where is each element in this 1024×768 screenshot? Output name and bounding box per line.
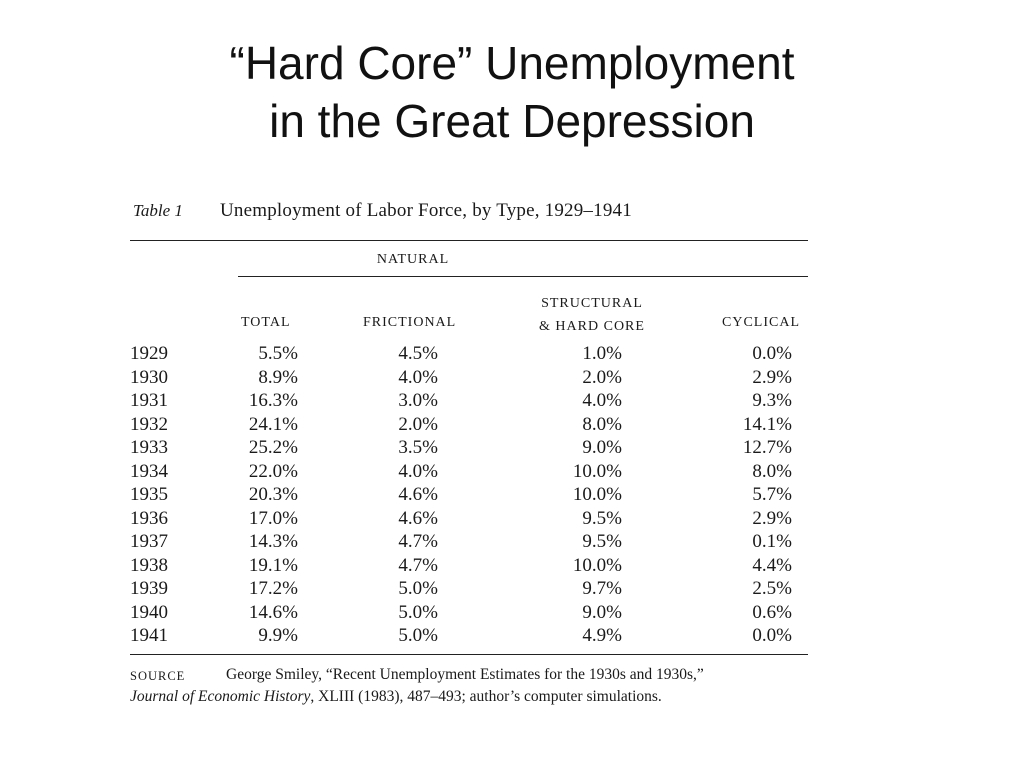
structural-hard-core-cell: 8.0% [582, 413, 622, 435]
cyclical-cell: 12.7% [742, 437, 792, 458]
source-citation-rest: , XLIII (1983), 487–493; author’s computer simulations. [310, 688, 662, 705]
slide-title-line-2: in the Great Depression [269, 95, 755, 147]
total-cell: 17.0% [248, 507, 298, 529]
table-caption [130, 196, 810, 230]
year-cell: 1937 [130, 531, 168, 552]
table-row [130, 577, 808, 601]
year-cell: 1938 [130, 554, 168, 576]
table-row [130, 507, 808, 531]
table-row [130, 530, 808, 554]
column-header-frictional: FRICTIONAL [363, 315, 457, 330]
total-cell: 17.2% [248, 578, 298, 599]
table-row [130, 342, 808, 366]
structural-hard-core-cell: 9.5% [582, 531, 622, 552]
structural-hard-core-cell: 9.7% [582, 578, 622, 599]
frictional-cell: 4.7% [398, 531, 438, 552]
slide-title-line-1: “Hard Core” Unemployment [229, 37, 795, 89]
frictional-cell: 4.6% [398, 484, 438, 505]
table-row [130, 601, 808, 625]
year-cell: 1933 [130, 437, 168, 458]
frictional-cell: 4.5% [398, 343, 438, 364]
frictional-cell: 5.0% [398, 625, 438, 646]
table-row [130, 413, 808, 437]
total-cell: 9.9% [258, 625, 298, 646]
table-row [130, 460, 808, 484]
table-row [130, 554, 808, 578]
structural-hard-core-cell: 10.0% [572, 554, 622, 576]
unemployment-table-figure [130, 196, 810, 705]
bottom-rule [130, 654, 808, 655]
natural-group-header: NATURAL [376, 252, 450, 267]
slide-title [0, 34, 1024, 150]
frictional-cell: 4.0% [398, 366, 438, 388]
source-citation-line-2 [130, 686, 662, 708]
year-cell: 1935 [130, 484, 168, 505]
total-cell: 14.3% [248, 531, 298, 552]
year-cell: 1940 [130, 601, 168, 623]
frictional-cell: 5.0% [398, 578, 438, 599]
source-citation-line-1: George Smiley, “Recent Unemployment Estimates for the 1930s and 1930s,” [226, 666, 704, 683]
structural-hard-core-cell: 1.0% [582, 343, 622, 364]
cyclical-cell: 0.0% [752, 625, 792, 646]
frictional-cell: 5.0% [398, 601, 438, 623]
top-rule [130, 240, 808, 241]
total-cell: 19.1% [248, 554, 298, 576]
frictional-cell: 4.0% [398, 460, 438, 482]
frictional-cell: 2.0% [398, 413, 438, 435]
structural-hard-core-cell: 4.9% [582, 625, 622, 646]
source-label: SOURCE [130, 669, 186, 683]
total-cell: 16.3% [248, 390, 298, 411]
cyclical-cell: 5.7% [752, 484, 792, 505]
table-body [130, 342, 808, 648]
total-cell: 5.5% [258, 343, 298, 364]
total-cell: 22.0% [248, 460, 298, 482]
cyclical-cell: 2.5% [752, 578, 792, 599]
frictional-cell: 3.0% [398, 390, 438, 411]
cyclical-cell: 8.0% [752, 460, 792, 482]
cyclical-cell: 0.6% [752, 601, 792, 623]
year-cell: 1930 [130, 366, 168, 388]
total-cell: 14.6% [248, 601, 298, 623]
total-cell: 8.9% [258, 366, 298, 388]
cyclical-cell: 2.9% [752, 366, 792, 388]
total-cell: 24.1% [248, 413, 298, 435]
structural-hard-core-cell: 9.0% [582, 437, 622, 458]
natural-group-rule [238, 276, 808, 277]
structural-hard-core-cell: 4.0% [582, 390, 622, 411]
year-cell: 1936 [130, 507, 168, 529]
column-header-structural-line-2: & HARD CORE [539, 319, 645, 334]
table-row [130, 483, 808, 507]
year-cell: 1939 [130, 578, 168, 599]
year-cell: 1932 [130, 413, 168, 435]
structural-hard-core-cell: 10.0% [572, 484, 622, 505]
table-caption-label: Table 1 [133, 201, 183, 220]
year-cell: 1931 [130, 390, 168, 411]
cyclical-cell: 9.3% [752, 390, 792, 411]
year-cell: 1934 [130, 460, 168, 482]
structural-hard-core-cell: 9.0% [582, 601, 622, 623]
total-cell: 25.2% [248, 437, 298, 458]
structural-hard-core-cell: 2.0% [582, 366, 622, 388]
source-journal-title: Journal of Economic History [130, 688, 311, 705]
cyclical-cell: 14.1% [742, 413, 792, 435]
table-row [130, 436, 808, 460]
year-cell: 1941 [130, 625, 168, 646]
cyclical-cell: 0.0% [752, 343, 792, 364]
table-row [130, 366, 808, 390]
column-header-structural [522, 292, 662, 338]
table-row [130, 389, 808, 413]
frictional-cell: 4.6% [398, 507, 438, 529]
total-cell: 20.3% [248, 484, 298, 505]
cyclical-cell: 0.1% [752, 531, 792, 552]
table-row [130, 624, 808, 648]
frictional-cell: 4.7% [398, 554, 438, 576]
year-cell: 1929 [130, 343, 168, 364]
column-header-cyclical: CYCLICAL [722, 315, 800, 330]
column-header-structural-line-1: STRUCTURAL [541, 296, 643, 311]
column-header-total: TOTAL [241, 315, 291, 330]
cyclical-cell: 4.4% [752, 554, 792, 576]
cyclical-cell: 2.9% [752, 507, 792, 529]
frictional-cell: 3.5% [398, 437, 438, 458]
structural-hard-core-cell: 10.0% [572, 460, 622, 482]
structural-hard-core-cell: 9.5% [582, 507, 622, 529]
table-caption-text: Unemployment of Labor Force, by Type, 1929–1941 [220, 200, 632, 221]
